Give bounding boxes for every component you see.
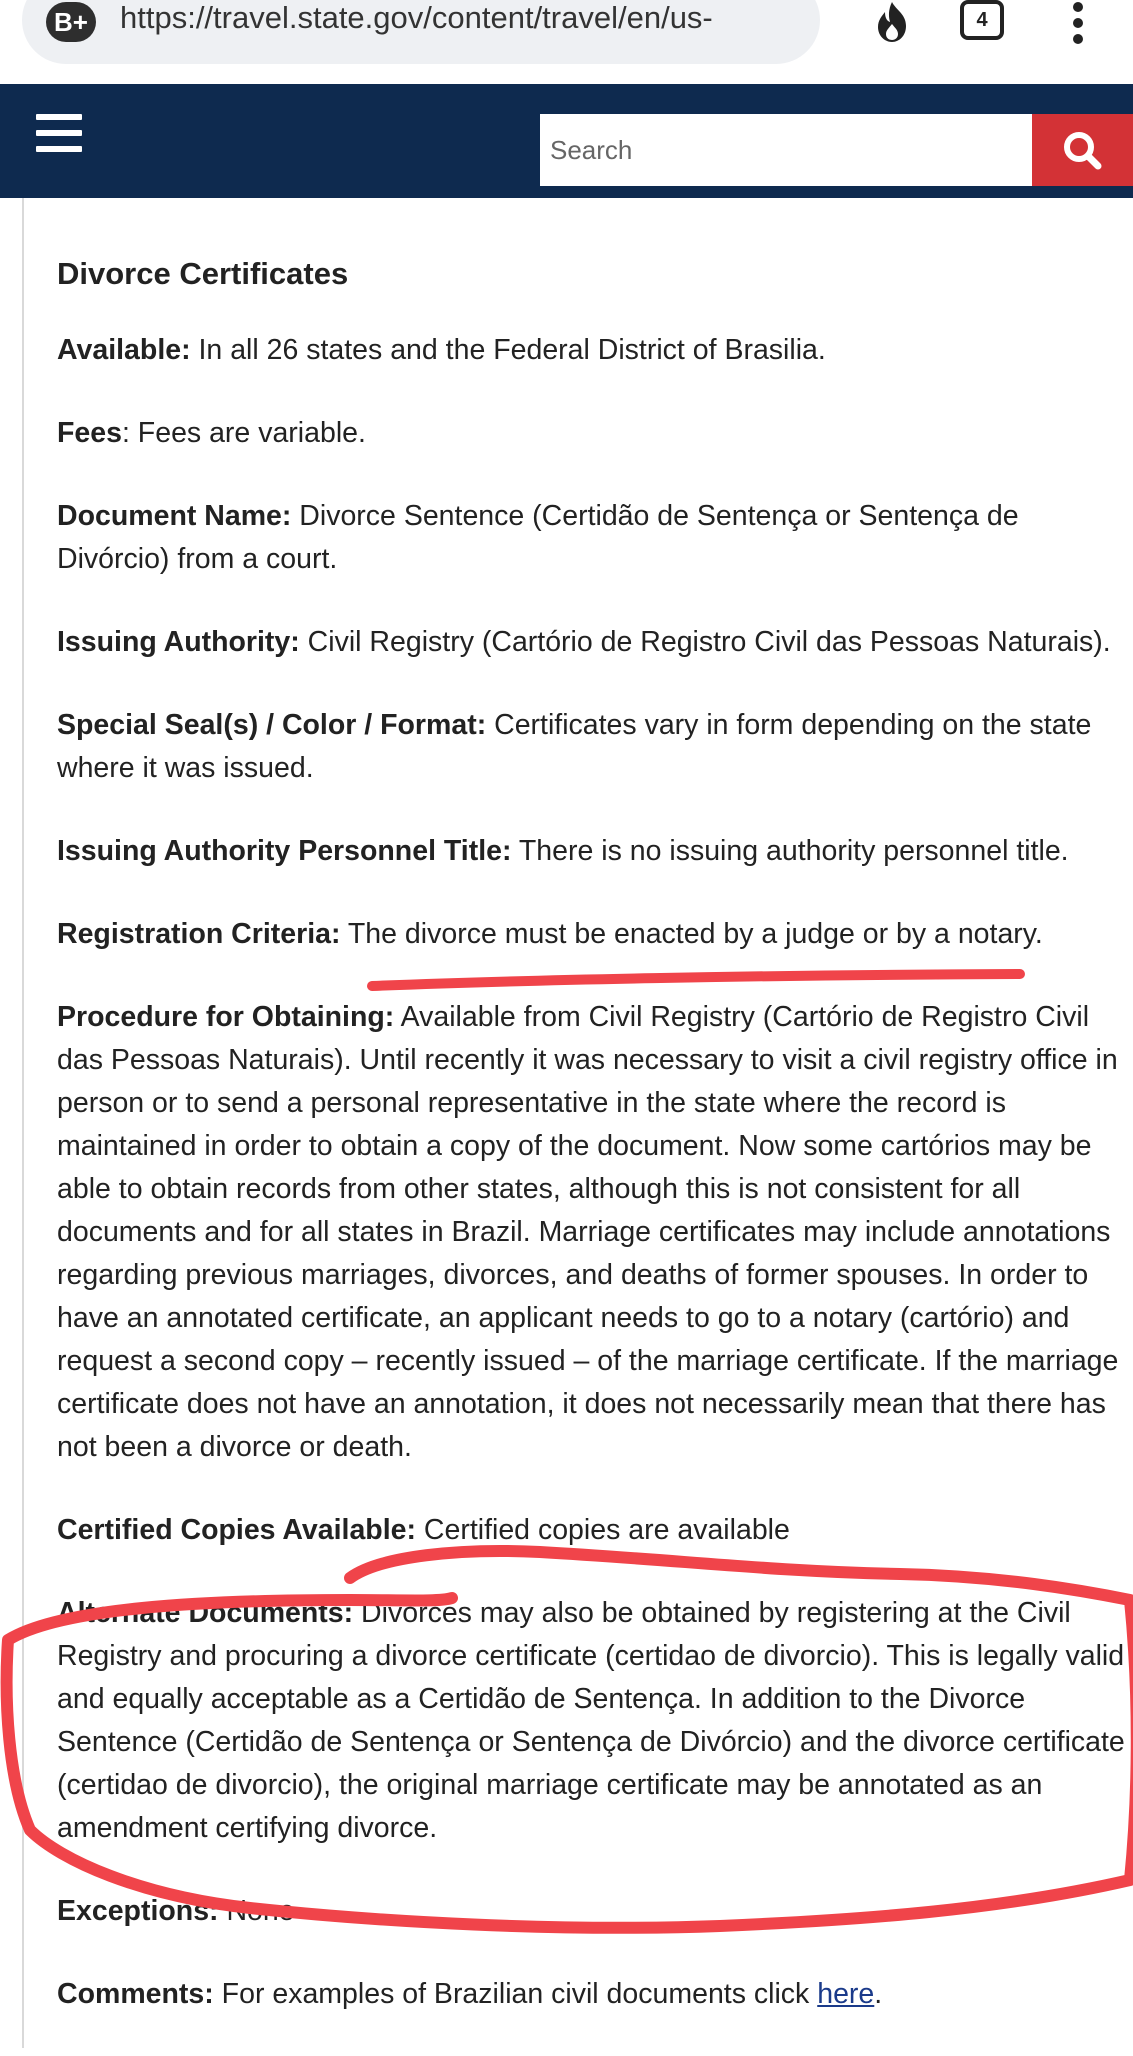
examples-link[interactable]: here (817, 1978, 875, 2010)
personnel-title-field (57, 830, 1127, 873)
special-seal-field (57, 704, 1127, 790)
field-label: Available: (57, 334, 191, 366)
field-label: Alternate Documents: (57, 1597, 354, 1629)
available-field (57, 329, 1127, 372)
menu-icon[interactable] (36, 114, 82, 154)
site-header (0, 84, 1133, 198)
procedure-field (57, 996, 1127, 1469)
flame-icon[interactable] (868, 0, 916, 44)
field-value-end: . (874, 1978, 883, 2010)
exceptions-field (57, 1890, 1127, 1933)
browser-logo-icon[interactable]: B+ (46, 2, 96, 42)
url-text[interactable]: https://travel.state.gov/content/travel/en/us- (120, 0, 713, 35)
field-value: Divorces may also be obtained by registering at the Civil Registry and procuring a divorce certificate (certidao de divorcio). This is legally valid and equally acceptable as a Certidão de Sentença. In addition to the Divorce Sentence (Certidão de Sentença or Sentença de Divórcio) and the divorce certificate (certidao de divorcio), the original marriage certificate may be annotated as an amendment certifying divorce. (57, 1597, 1125, 1844)
field-label: Comments: (57, 1978, 214, 2010)
field-label: Certified Copies Available: (57, 1514, 416, 1546)
search-input[interactable] (540, 114, 1032, 186)
search-icon (1032, 114, 1133, 186)
certified-copies-field (57, 1509, 1127, 1552)
field-label: Issuing Authority: (57, 626, 300, 658)
content-divider (22, 198, 24, 2048)
field-value: For examples of Brazilian civil documents click (213, 1978, 818, 2010)
field-value: There is no issuing authority personnel title. (511, 835, 1069, 867)
field-label: Special Seal(s) / Color / Format: (57, 709, 487, 741)
field-value: : Fees are variable. (121, 417, 366, 449)
fees-field (57, 412, 1127, 455)
alternate-documents-field (57, 1592, 1127, 1850)
field-label: Document Name: (57, 500, 292, 532)
browser-toolbar (0, 0, 1133, 84)
section-title: Divorce Certificates (57, 256, 349, 291)
field-label: Fees (57, 417, 122, 449)
comments-field (57, 1973, 1127, 2016)
field-value: Certificates vary in form depending on the state where it was issued. (57, 709, 1092, 784)
field-label: Exceptions: (57, 1895, 219, 1927)
field-value: Divorce Sentence (Certidão de Sentença or Sentença de Divórcio) from a court. (57, 500, 1019, 575)
field-label: Issuing Authority Personnel Title: (57, 835, 512, 867)
registration-criteria-field (57, 913, 1127, 956)
document-name-field (57, 495, 1127, 581)
field-value: None (218, 1895, 295, 1927)
article-content (57, 252, 1127, 2056)
field-value: Certified copies are available (415, 1514, 790, 1546)
field-label: Procedure for Obtaining: (57, 1001, 395, 1033)
field-value: The divorce must be enacted by a judge or by a notary. (340, 918, 1043, 950)
search-button[interactable] (1032, 114, 1133, 186)
field-value: Civil Registry (Cartório de Registro Civil das Pessoas Naturais). (299, 626, 1111, 658)
field-value: Available from Civil Registry (Cartório de Registro Civil das Pessoas Naturais). Until recently it was necessary to visit a civil registry office in person or to send a personal representative in the state where the record is maintained in order to obtain a copy of the document. Now some cartórios may be able to obtain records from other states, although this is not consistent for all documents and for all states in Brazil. Marriage certificates may include annotations regarding previous marriages, divorces, and deaths of former spouses. In order to have an annotated certificate, an applicant needs to go to a notary (cartório) and request a second copy – recently issued – of the marriage certificate. If the marriage certificate does not have an annotation, it does not necessarily mean that there has not been a divorce or death. (57, 1001, 1119, 1463)
issuing-authority-field (57, 621, 1127, 664)
more-options-icon[interactable] (1070, 2, 1086, 42)
field-label: Registration Criteria: (57, 918, 341, 950)
field-value: In all 26 states and the Federal District of Brasilia. (190, 334, 826, 366)
tab-count-button[interactable]: 4 (960, 0, 1004, 40)
